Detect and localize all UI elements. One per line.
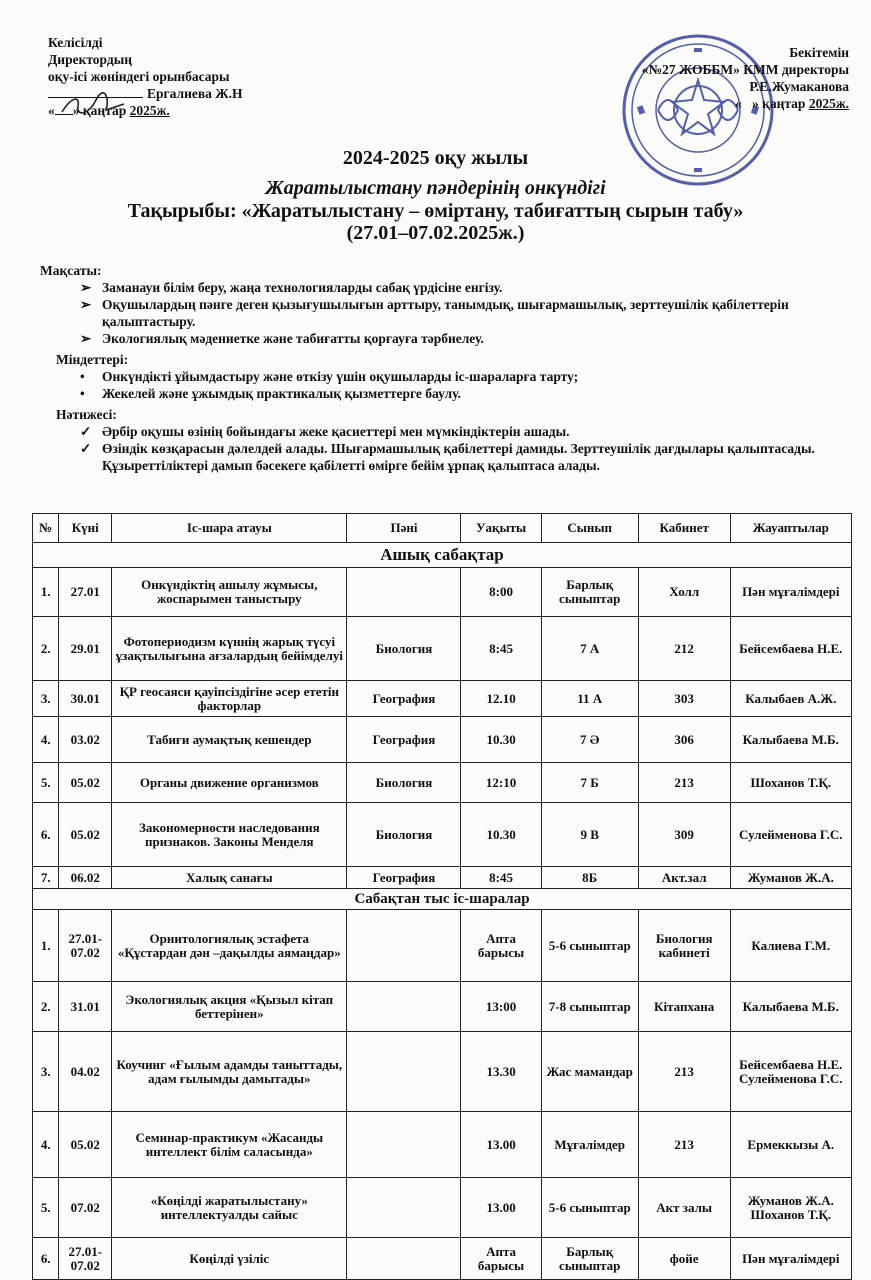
cell-time: 12.10 xyxy=(461,681,541,717)
section-title: Сабақтан тыс іс-шаралар xyxy=(33,889,852,910)
cell-room: фойе xyxy=(638,1238,730,1280)
table-row xyxy=(33,717,852,763)
goals-section xyxy=(40,262,855,478)
cell-responsible: Калыбаева М.Б. xyxy=(730,982,851,1032)
table-row xyxy=(33,1238,852,1280)
agree-line2: Директордың xyxy=(48,52,133,67)
list-item: ➢ Заманауи білім беру, жаңа технологияларды сабақ үрдісіне енгізу. xyxy=(80,280,503,295)
cell-class: Барлық сыныптар xyxy=(541,1238,638,1280)
table-row xyxy=(33,763,852,803)
cell-subject: Биология xyxy=(347,617,461,681)
list-item: ➢ Экологиялық мәдениетке және табиғатты қорғауға тәрбиелеу. xyxy=(80,331,484,346)
cell-number: 6. xyxy=(33,803,59,867)
cell-date: 06.02 xyxy=(59,867,112,889)
cell-responsible: Бейсембаева Н.Е. Сулейменова Г.С. xyxy=(730,1032,851,1112)
cell-room: Биология кабинеті xyxy=(638,910,730,982)
cell-event: Органы движение организмов xyxy=(112,763,347,803)
cell-responsible: Пән мұғалімдері xyxy=(730,1238,851,1280)
arrow-bullet-icon: ➢ xyxy=(80,297,92,312)
cell-class: Жас мамандар xyxy=(541,1032,638,1112)
table-row xyxy=(33,982,852,1032)
cell-event: Көңілді үзіліс xyxy=(112,1238,347,1280)
cell-date: 03.02 xyxy=(59,717,112,763)
date-open-quote: « xyxy=(735,96,742,111)
cell-subject: География xyxy=(347,867,461,889)
cell-time: 13.30 xyxy=(461,1032,541,1112)
cell-date: 27.01 xyxy=(59,568,112,617)
cell-time: Апта барысы xyxy=(461,1238,541,1280)
cell-class: Мұғалімдер xyxy=(541,1112,638,1178)
section-title: Ашық сабақтар xyxy=(33,543,852,568)
table-row xyxy=(33,1032,852,1112)
table-row xyxy=(33,867,852,889)
cell-number: 3. xyxy=(33,1032,59,1112)
cell-time: 8:45 xyxy=(461,617,541,681)
cell-event: Халық санағы xyxy=(112,867,347,889)
table-row xyxy=(33,681,852,717)
cell-responsible: Сулейменова Г.С. xyxy=(730,803,851,867)
cell-date: 05.02 xyxy=(59,1112,112,1178)
document-header xyxy=(0,30,871,140)
goals-label: Мақсаты: xyxy=(40,263,102,278)
cell-room: Акт.зал xyxy=(638,867,730,889)
cell-event: Закономерности наследования признаков. Законы Менделя xyxy=(112,803,347,867)
cell-class: 7 Б xyxy=(541,763,638,803)
cell-responsible: Калыбаев А.Ж. xyxy=(730,681,851,717)
cell-subject xyxy=(347,1238,461,1280)
cell-date: 29.01 xyxy=(59,617,112,681)
cell-number: 2. xyxy=(33,617,59,681)
academic-year-title: 2024-2025 оқу жылы xyxy=(342,147,529,169)
goals-list xyxy=(40,279,855,347)
cell-event: ҚР геосаяси қауіпсіздігіне әсер ететін факторлар xyxy=(112,681,347,717)
cell-date: 27.01-07.02 xyxy=(59,1238,112,1280)
cell-room: Акт залы xyxy=(638,1178,730,1238)
date-close-quote: » xyxy=(72,103,80,118)
cell-time: 13.00 xyxy=(461,1178,541,1238)
tasks-list xyxy=(40,368,855,402)
approve-date xyxy=(642,95,849,112)
cell-date: 27.01-07.02 xyxy=(59,910,112,982)
cell-responsible: Бейсембаева Н.Е. xyxy=(730,617,851,681)
cell-date: 30.01 xyxy=(59,681,112,717)
cell-date: 07.02 xyxy=(59,1178,112,1238)
table-row xyxy=(33,568,852,617)
cell-number: 7. xyxy=(33,867,59,889)
approve-year: 2025ж. xyxy=(808,96,849,111)
cell-class: 9 В xyxy=(541,803,638,867)
cell-class: 8Б xyxy=(541,867,638,889)
cell-responsible: Калыбаева М.Б. xyxy=(730,717,851,763)
cell-event: Коучинг «Ғылым адамды таныттады, адам ғылымды дамытады» xyxy=(112,1032,347,1112)
cell-event: Табиғи аумақтық кешендер xyxy=(112,717,347,763)
cell-event: Экологиялық акция «Қызыл кітап беттерінен» xyxy=(112,982,347,1032)
cell-subject: География xyxy=(347,681,461,717)
cell-class: 11 А xyxy=(541,681,638,717)
list-item: • Жекелей және ұжымдық практикалық қызметтерге баулу. xyxy=(80,386,461,401)
cell-class: 5-6 сыныптар xyxy=(541,1178,638,1238)
results-list xyxy=(40,423,855,474)
cell-room: Холл xyxy=(638,568,730,617)
table-row xyxy=(33,1178,852,1238)
cell-subject xyxy=(347,1032,461,1112)
col-event-header: Іс-шара атауы xyxy=(112,514,347,543)
cell-date: 31.01 xyxy=(59,982,112,1032)
approve-line2: «№27 ЖОББМ» КММ директоры xyxy=(641,62,849,77)
col-subject-header: Пәні xyxy=(347,514,461,543)
table-header-row xyxy=(33,514,852,543)
cell-number: 3. xyxy=(33,681,59,717)
cell-date: 05.02 xyxy=(59,763,112,803)
cell-event: Фотопериодизм күннің жарық түсуі ұзақтылығына ағзалардың бейімделуі xyxy=(112,617,347,681)
section-row-extracurricular xyxy=(33,889,852,910)
cell-class: 7-8 сыныптар xyxy=(541,982,638,1032)
cell-number: 2. xyxy=(33,982,59,1032)
cell-number: 1. xyxy=(33,910,59,982)
cell-event: Семинар-практикум «Жасанды интеллект білім саласында» xyxy=(112,1112,347,1178)
table-row xyxy=(33,803,852,867)
signature-image xyxy=(58,92,128,118)
cell-responsible: Жуманов Ж.А. xyxy=(730,867,851,889)
col-room-header: Кабинет xyxy=(638,514,730,543)
cell-subject: География xyxy=(347,717,461,763)
agree-year: 2025ж. xyxy=(129,103,170,118)
col-time-header: Уақыты xyxy=(461,514,541,543)
cell-class: Барлық сыныптар xyxy=(541,568,638,617)
cell-date: 05.02 xyxy=(59,803,112,867)
cell-room: 306 xyxy=(638,717,730,763)
cell-responsible: Пән мұғалімдері xyxy=(730,568,851,617)
topic-title: Тақырыбы: «Жаратылыстану – өміртану, табиғаттың сырын табу» xyxy=(127,200,744,222)
section-row-open-lessons xyxy=(33,543,852,568)
cell-room: 213 xyxy=(638,763,730,803)
cell-time: 13:00 xyxy=(461,982,541,1032)
dot-bullet-icon: • xyxy=(80,369,85,384)
cell-room: 212 xyxy=(638,617,730,681)
table-row xyxy=(33,1112,852,1178)
cell-time: 12:10 xyxy=(461,763,541,803)
cell-time: 13.00 xyxy=(461,1112,541,1178)
agree-month: қаңтар xyxy=(82,103,127,118)
cell-subject: Биология xyxy=(347,763,461,803)
cell-subject xyxy=(347,982,461,1032)
col-responsible-header: Жауаптылар xyxy=(730,514,851,543)
cell-responsible: Калиева Г.М. xyxy=(730,910,851,982)
cell-time: 10.30 xyxy=(461,717,541,763)
col-date-header: Күні xyxy=(59,514,112,543)
approve-name: Р.Е.Жумаканова xyxy=(749,79,849,94)
cell-room: 213 xyxy=(638,1112,730,1178)
tasks-label: Міндеттері: xyxy=(56,352,129,367)
cell-number: 4. xyxy=(33,717,59,763)
cell-number: 6. xyxy=(33,1238,59,1280)
cell-responsible: Ермеккызы А. xyxy=(730,1112,851,1178)
date-open-quote: « xyxy=(48,103,55,118)
cell-event: Онкүндіктің ашылу жұмысы, жоспарымен таныстыру xyxy=(112,568,347,617)
list-item: ✓ Өзіндік көзқарасын дәлелдей алады. Шығармашылық қабілеттері дамиды. Зерттеушілік дағдылары қалыптасады. Құзыреттіліктері дамып бәсекеге қабілетті өмірге бейім ұрпақ қалыптаса алады. xyxy=(80,441,815,473)
table-row xyxy=(33,617,852,681)
cell-event: Орнитологиялық эстафета «Құстардан дән –дақылды аямаңдар» xyxy=(112,910,347,982)
list-item: ➢ Оқушылардың пәнге деген қызығушылығын арттыру, танымдық, шығармашылық, зерттеушілік қабілеттерін қалыптастыру. xyxy=(80,297,789,329)
cell-time: 8:45 xyxy=(461,867,541,889)
cell-number: 5. xyxy=(33,1178,59,1238)
cell-number: 1. xyxy=(33,568,59,617)
arrow-bullet-icon: ➢ xyxy=(80,280,92,295)
cell-class: 7 Ә xyxy=(541,717,638,763)
approval-block xyxy=(642,44,849,112)
cell-event: «Көңілді жаратылыстану» интеллектуалды сайыс xyxy=(112,1178,347,1238)
agree-title: Келісілді xyxy=(48,35,103,50)
col-class-header: Сынып xyxy=(541,514,638,543)
table-row xyxy=(33,910,852,982)
cell-time: Апта барысы xyxy=(461,910,541,982)
event-title: Жаратылыстану пәндерінің онкүндігі xyxy=(265,177,606,199)
dates-title: (27.01–07.02.2025ж.) xyxy=(346,222,525,244)
results-label: Нәтижесі: xyxy=(56,407,117,422)
checkmark-bullet-icon: ✓ xyxy=(80,441,92,456)
approve-title: Бекітемін xyxy=(789,45,849,60)
cell-date: 04.02 xyxy=(59,1032,112,1112)
list-item: • Онкүндікті ұйымдастыру және өткізу үшін оқушыларды іс-шараларға тарту; xyxy=(80,369,579,384)
cell-responsible: Жуманов Ж.А. Шоханов Т.Қ. xyxy=(730,1178,851,1238)
document-titles xyxy=(0,146,871,244)
cell-time: 10.30 xyxy=(461,803,541,867)
cell-room: Кітапхана xyxy=(638,982,730,1032)
cell-class: 7 А xyxy=(541,617,638,681)
events-table xyxy=(32,513,852,1280)
list-item: ✓ Әрбір оқушы өзінің бойындағы жеке қасиеттері мен мүмкіндіктерін ашады. xyxy=(80,424,570,439)
arrow-bullet-icon: ➢ xyxy=(80,331,92,346)
cell-subject xyxy=(347,568,461,617)
cell-room: 309 xyxy=(638,803,730,867)
cell-subject xyxy=(347,1178,461,1238)
agree-line3: оқу-ісі жөніндегі орынбасары xyxy=(48,69,230,84)
cell-number: 4. xyxy=(33,1112,59,1178)
dot-bullet-icon: • xyxy=(80,386,85,401)
cell-subject xyxy=(347,1112,461,1178)
date-close-quote: » xyxy=(751,96,759,111)
agree-name: Ергалиева Ж.Н xyxy=(147,86,243,101)
cell-number: 5. xyxy=(33,763,59,803)
cell-room: 213 xyxy=(638,1032,730,1112)
cell-subject xyxy=(347,910,461,982)
cell-time: 8:00 xyxy=(461,568,541,617)
col-number-header: № xyxy=(33,514,59,543)
cell-responsible: Шоханов Т.Қ. xyxy=(730,763,851,803)
approve-month: қаңтар xyxy=(762,96,806,111)
cell-class: 5-6 сыныптар xyxy=(541,910,638,982)
cell-subject: Биология xyxy=(347,803,461,867)
checkmark-bullet-icon: ✓ xyxy=(80,424,92,439)
cell-room: 303 xyxy=(638,681,730,717)
